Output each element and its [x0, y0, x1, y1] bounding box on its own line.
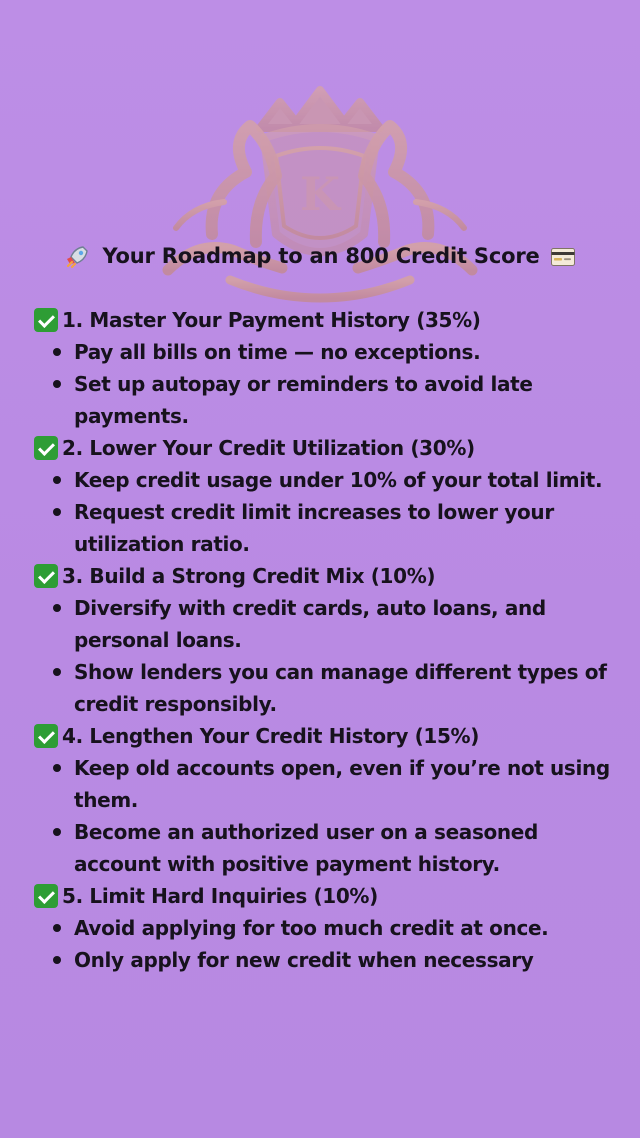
- page-title: [0, 237, 640, 275]
- section-credit-history: [34, 720, 630, 880]
- section-credit-mix: [34, 560, 630, 720]
- roadmap-content: [34, 304, 630, 976]
- bullet-list: [34, 336, 630, 432]
- section-header: [34, 432, 630, 464]
- list-item: Keep old accounts open, even if you’re not using them.: [34, 752, 622, 816]
- section-title: 3. Build a Strong Credit Mix (10%): [62, 564, 436, 588]
- section-header: [34, 720, 630, 752]
- list-item: Only apply for new credit when necessary: [34, 944, 622, 976]
- bullet-list: [34, 592, 630, 720]
- list-item: Show lenders you can manage different types of credit responsibly.: [34, 656, 622, 720]
- page-title-text: Your Roadmap to an 800 Credit Score: [102, 244, 540, 268]
- section-title: 2. Lower Your Credit Utilization (30%): [62, 436, 475, 460]
- list-item: Set up autopay or reminders to avoid late payments.: [34, 368, 622, 432]
- check-mark-icon: [34, 564, 58, 588]
- section-title: 1. Master Your Payment History (35%): [62, 308, 481, 332]
- check-mark-icon: [34, 308, 58, 332]
- credit-card-icon: [551, 248, 575, 266]
- list-item: Request credit limit increases to lower your utilization ratio.: [34, 496, 622, 560]
- list-item: Keep credit usage under 10% of your total limit.: [34, 464, 622, 496]
- bullet-list: [34, 912, 630, 976]
- check-mark-icon: [34, 436, 58, 460]
- list-item: Diversify with credit cards, auto loans, and personal loans.: [34, 592, 622, 656]
- section-credit-utilization: [34, 432, 630, 560]
- section-hard-inquiries: [34, 880, 630, 976]
- section-title: 4. Lengthen Your Credit History (15%): [62, 724, 480, 748]
- section-title: 5. Limit Hard Inquiries (10%): [62, 884, 378, 908]
- bullet-list: [34, 464, 630, 560]
- crest-monogram: K: [300, 167, 340, 221]
- check-mark-icon: [34, 884, 58, 908]
- list-item: Pay all bills on time — no exceptions.: [34, 336, 622, 368]
- section-header: [34, 880, 630, 912]
- section-payment-history: [34, 304, 630, 432]
- section-header: [34, 560, 630, 592]
- rocket-icon: [65, 245, 89, 269]
- section-header: [34, 304, 630, 336]
- check-mark-icon: [34, 724, 58, 748]
- list-item: Become an authorized user on a seasoned account with positive payment history.: [34, 816, 622, 880]
- bullet-list: [34, 752, 630, 880]
- list-item: Avoid applying for too much credit at once.: [34, 912, 622, 944]
